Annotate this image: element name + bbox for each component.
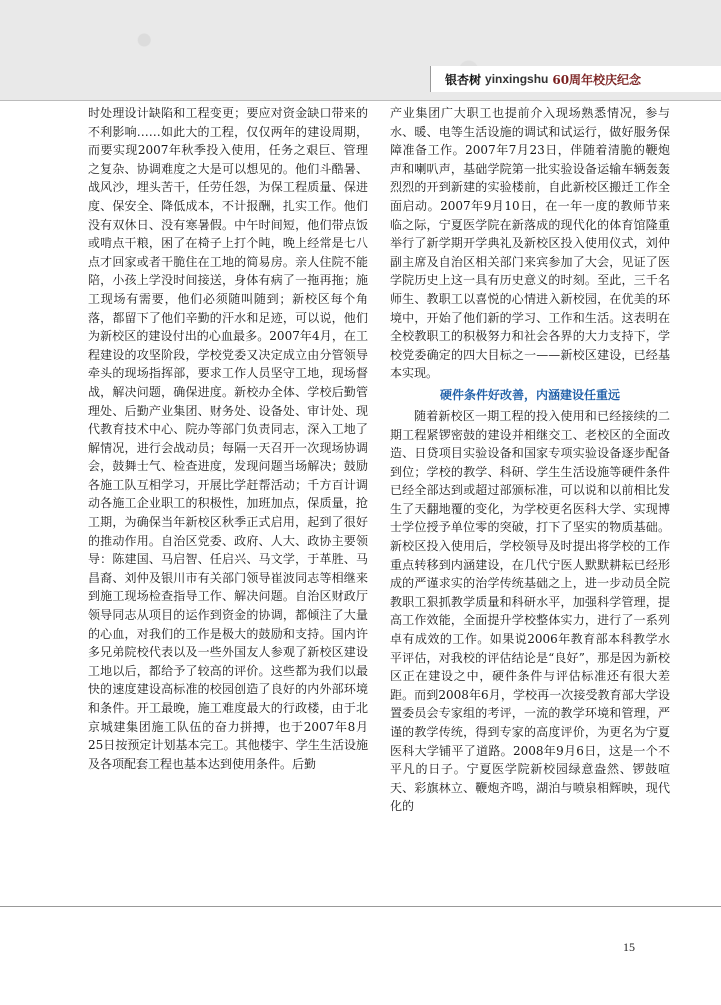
header-divider <box>0 100 721 101</box>
body-paragraph: 时处理设计缺陷和工程变更；要应对资金缺口带来的不利影响……如此大的工程，仅仅两年的建设周期，而要实现2007年秋季投入使用，任务之艰巨、管理之复杂、协调难度之大是可以想见的。他们斗酷暑、战风沙，埋头苦干，任劳任怨，为保工程质量、保进度、保安全、降低成本，不计报酬，扎实工作。他们没有双休日、没有寒暑假。中午时间短，他们带点饭或啃点干粮，困了在椅子上打个盹，晚上经常是七八点才回家或者干脆住在工地的简易房。亲人住院不能陪，小孩上学没时间接送，身体有病了一拖再拖；施工现场有需要，他们必须随叫随到；新校区每个角落，都留下了他们辛勤的汗水和足迹，可以说，他们为新校区的建设付出的心血最多。2007年4月，在工程建设的攻坚阶段，学校党委又决定成立由分管领导牵头的现场指挥部，要求工作人员坚守工地，现场督战，解决问题，确保进度。新校办全体、学校后勤管理处、后勤产业集团、财务处、设备处、审计处、现代教育技术中心、院办等部门负责同志，深入工地了解情况，进行会战动员；每隔一天召开一次现场协调会，鼓舞士气、检查进度，发现问题当场解决；鼓励各施工队互相学习，开展比学赶帮活动；千方百计调动各施工企业职工的积极性，加班加点，保质量，抢工期，为确保当年新校区秋季正式启用，起到了很好的推动作用。自治区党委、政府、人大、政协主要领导：陈建国、马启智、任启兴、马文学，于革胜、马昌裔、刘仲及银川市有关部门领导崔波同志等相继来到施工现场检查指导工作、解决问题。自治区财政厅领导同志从项目的运作到资金的协调，都倾注了大量的心血，对我们的工作是极大的鼓励和支持。国内许多兄弟院校代表以及一些外国友人参观了新校区建设工地以后，都给予了较高的评价。这些都为我们以最快的速度建设高标准的校园创造了良好的内外部环境和条件。开工最晚，施工难度最大的行政楼，由于北京城建集团施工队伍的奋力拼搏，也于2007年8月25日按预定计划基本完工。其他楼宇、学生生活设施及各项配套工程也基本达到使用条件。后勤 <box>88 106 368 771</box>
body-paragraph: 产业集团广大职工也提前介入现场熟悉情况，参与水、暖、电等生活设施的调试和试运行，做好服务保障准备工作。2007年7月23日，伴随着清脆的鞭炮声和喇叭声，基础学院第一批实验设备运输车辆轰轰烈烈的开到新建的实验楼前，自此新校区搬迁工作全面启动。2007年9月10日，在一年一度的教师节来临之际，宁夏医学院在新落成的现代化的体育馆隆重举行了新学期开学典礼及新校区投入使用仪式，刘仲副主席及自治区相关部门来宾参加了大会，见证了医学院历史上这一具有历史意义的时刻。至此，三千名师生、教职工以喜悦的心情进入新校园，在优美的环境中，开始了他们新的学习、工作和生活。这表明在全校教职工的积极努力和社会各界的大力支持下，学校党委确定的四大目标之一——新校区建设，已经基本实现。 <box>390 106 670 381</box>
header-brand-latin: yinxingshu <box>485 72 549 86</box>
running-header <box>430 66 721 92</box>
footer-divider <box>0 906 721 907</box>
body-paragraph: 随着新校区一期工程的投入使用和已经接续的二期工程紧锣密鼓的建设并相继交工、老校区的全面改造、日贷项目实验设备和国家专项实验设备逐步配备到位；学校的教学、科研、学生生活设施等硬件条件已经全部达到或超过部颁标准，可以说和以前相比发生了天翻地覆的变化，为学校更名医科大学、实现博士学位授予单位零的突破，打下了坚实的物质基础。新校区投入使用后，学校领导及时提出将学校的工作重点转移到内涵建设，在几代宁医人默默耕耘已经形成的严谨求实的治学传统基础之上，进一步动员全院教职工狠抓教学质量和科研水平，加强科学管理，提高工作效能，全面提升学校整体实力，进行了一系列卓有成效的工作。如果说2006年教育部本科教学水平评估，对我校的评估结论是“良好”，那是因为新校区正在建设之中，硬件条件与评估标准还有很大差距。而到2008年6月，学校再一次接受教育部大学设置委员会专家组的考评，一流的教学环境和管理，严谨的教学传统，得到专家的高度评价，为更名为宁夏医科大学铺平了道路。2008年9月6日，这是一个不平凡的日子。宁夏医学院新校园绿意盎然、锣鼓喧天、彩旗林立、鞭炮齐鸣，湖泊与喷泉相辉映，现代化的 <box>390 408 670 814</box>
header-anniversary: 60周年校庆纪念 <box>552 72 642 87</box>
right-column <box>390 104 670 816</box>
section-subheading: 硬件条件好改善，内涵建设任重远 <box>439 387 620 402</box>
left-column <box>88 104 368 773</box>
page-number: 15 <box>623 940 635 954</box>
header-brand: 银杏树 <box>445 72 482 87</box>
